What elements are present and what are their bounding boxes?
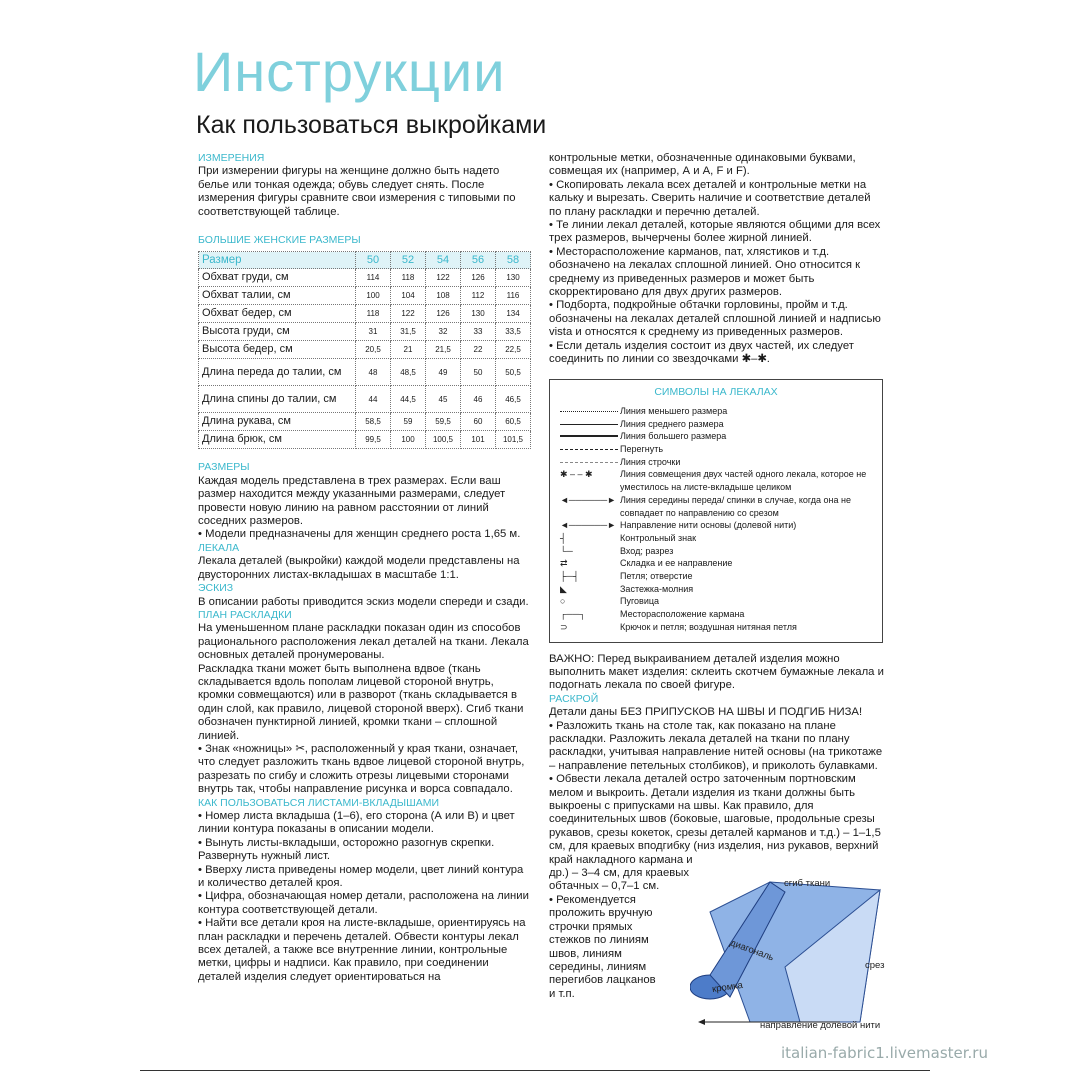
size-cell: 31: [356, 323, 391, 341]
layout-bullet: • Знак «ножницы» ✂, расположенный у края ткани, означает, что следует разложить ткань вдвое лицевой стороной внутрь, разрезать по сгибу и сложить отрезы лицевыми сторонами внутрь так, чтобы направление рисунка и ворса совпадало.: [198, 742, 525, 796]
symbol-label: Месторасположение кармана: [620, 609, 745, 620]
size-cell: 44: [356, 386, 391, 413]
size-cell: 49: [426, 359, 461, 386]
inserts-bullet: • Найти все детали кроя на листе-вкладыше, ориентируясь на план раскладки и перечень деталей. Обвести контуры лекал всех деталей, а также все внутренние линии, контрольные метки, цифры и надписи. Как правило, при соединении деталей изделия следует ориентироваться на: [198, 917, 526, 983]
size-table-row: [199, 269, 531, 287]
size-table-row: [199, 431, 531, 449]
symbol-glyph-text: ├─┤: [560, 571, 580, 582]
inserts-bullet: • Вверху листа приведены номер модели, цвет линий контура и количество деталей кроя.: [198, 863, 524, 890]
right-bullet: • Подборта, подкройные обтачки горловины, пройм и т.д. обозначены на лекалах деталей сплошной линией и надписью vista и относятся к среднему из приведенных размеров.: [549, 299, 881, 339]
symbol-glyph: [558, 583, 620, 596]
right-bullet: • Если деталь изделия состоит из двух частей, их следует соединить по линии со звездочками ✱–✱.: [549, 339, 854, 366]
symbol-row: [558, 519, 874, 532]
size-cell: 21: [391, 341, 426, 359]
symbol-glyph: [558, 519, 620, 532]
size-cell: 112: [461, 287, 496, 305]
size-cell: 31,5: [391, 323, 426, 341]
size-header-label: Размер: [199, 252, 356, 269]
size-cell: 100: [356, 287, 391, 305]
symbol-label: Линия совмещения двух частей одного лекала, которое не уместилось на листе-вкладыше целиком: [620, 469, 867, 493]
size-table-header: [199, 252, 531, 269]
size-cell: 48: [356, 359, 391, 386]
symbol-row: [558, 621, 874, 634]
size-header-cell: 52: [391, 252, 426, 269]
page-subtitle: Как пользоваться выкройками: [196, 111, 547, 139]
symbol-glyph: [558, 430, 620, 443]
size-cell: 118: [391, 269, 426, 287]
symbol-row: [558, 570, 874, 583]
table-heading: БОЛЬШИЕ ЖЕНСКИЕ РАЗМЕРЫ: [198, 234, 361, 247]
symbol-glyph-text: ○: [560, 596, 566, 607]
size-cell: 59: [391, 413, 426, 431]
narrow-bullet: • Рекомендуется проложить вручную строчки прямых стежков по линиям швов, линиям середины, линиям перегибов лацканов и т.п.: [549, 893, 656, 1000]
symbol-line: [560, 449, 618, 450]
symbols-box: [549, 379, 883, 643]
sizes-bullet: • Модели предназначены для женщин среднего роста 1,65 м.: [198, 528, 521, 541]
symbol-label: Контрольный знак: [620, 532, 697, 543]
sketch-heading: ЭСКИЗ: [198, 582, 234, 595]
size-cell: 46,5: [496, 386, 531, 413]
symbol-glyph-text: ⊃: [560, 621, 568, 632]
layout-text-2: Раскладка ткани может быть выполнена вдвое (ткань складывается вдоль пополам лицевой стороной внутрь, кромки совмещаются) или в разворот (ткань складывается в один слой, как правило, лицевой стороной вверх). Сгиб ткани обозначен пунктирной линией, кромки ткани – сплошной линией.: [198, 662, 524, 742]
cut-label: срез: [865, 960, 885, 971]
size-header-cell: 56: [461, 252, 496, 269]
grain-arrow-head: [698, 1019, 705, 1025]
size-header-cell: 58: [496, 252, 531, 269]
symbol-glyph: [558, 545, 620, 558]
symbol-glyph-text: ◄──────►: [560, 494, 617, 505]
symbol-label: Линия среднего размера: [620, 418, 724, 429]
lekala-text: Лекала деталей (выкройки) каждой модели представлены на двусторонних листах-вкладышах в масштабе 1:1.: [198, 555, 520, 581]
symbol-glyph-text: ◄──────►: [560, 520, 617, 531]
symbol-glyph: [558, 405, 620, 418]
cont-text: контрольные метки, обозначенные одинаковыми буквами, совмещая их (например, А и А, F и F).: [549, 152, 856, 178]
symbol-glyph-text: ◣: [560, 583, 567, 594]
symbol-glyph: [558, 418, 620, 431]
symbol-row: [558, 595, 874, 608]
size-row-label: Обхват груди, см: [199, 269, 356, 287]
symbol-label: Петля; отверстие: [620, 571, 693, 582]
symbol-label: Вход; разрез: [620, 545, 674, 556]
inserts-bullet: • Вынуть листы-вкладыши, осторожно разогнув скрепки. Развернуть нужный лист.: [198, 836, 495, 863]
symbol-label: Направление нити основы (долевой нити): [620, 520, 797, 531]
size-cell: 114: [356, 269, 391, 287]
symbol-glyph: [558, 621, 620, 634]
symbol-row: [558, 418, 874, 431]
symbol-line: [560, 411, 618, 412]
sketch-text: В описании работы приводится эскиз модели спереди и сзади.: [198, 595, 529, 608]
left-column: [198, 152, 531, 984]
symbol-row: [558, 557, 874, 570]
size-table-row: [199, 323, 531, 341]
symbol-glyph-text: ┌──┐: [560, 609, 586, 620]
symbol-glyph: [558, 468, 620, 481]
symbol-row: [558, 430, 874, 443]
symbol-glyph-text: ┤: [560, 532, 567, 543]
size-cell: 116: [496, 287, 531, 305]
size-cell: 100,5: [426, 431, 461, 449]
symbol-glyph: [558, 570, 620, 583]
size-cell: 104: [391, 287, 426, 305]
size-table-row: [199, 287, 531, 305]
size-header-cell: 54: [426, 252, 461, 269]
edge-label: кромка: [711, 979, 744, 996]
size-cell: 122: [426, 269, 461, 287]
cut-text: Детали даны БЕЗ ПРИПУСКОВ НА ШВЫ И ПОДГИБ НИЗА!: [549, 706, 863, 719]
symbol-glyph: [558, 443, 620, 456]
size-cell: 33: [461, 323, 496, 341]
size-row-label: Обхват талии, см: [199, 287, 356, 305]
size-cell: 48,5: [391, 359, 426, 386]
size-cell: 118: [356, 305, 391, 323]
measure-heading: ИЗМЕРЕНИЯ: [198, 152, 265, 164]
size-cell: 99,5: [356, 431, 391, 449]
symbol-row: [558, 443, 874, 456]
size-cell: 22: [461, 341, 496, 359]
inserts-bullet: • Номер листа вкладыша (1–6), его сторона (А или В) и цвет линии контура показаны в описании модели.: [198, 810, 515, 836]
diagonal-label: диагональ: [728, 937, 776, 964]
size-cell: 32: [426, 323, 461, 341]
layout-heading: ПЛАН РАСКЛАДКИ: [198, 608, 292, 621]
symbol-label: Линия меньшего размера: [620, 405, 728, 416]
size-cell: 130: [461, 305, 496, 323]
grain-label: направление долевой нити: [760, 1020, 881, 1031]
size-table-row: [199, 305, 531, 323]
size-cell: 126: [426, 305, 461, 323]
symbol-line: [560, 462, 618, 463]
size-row-label: Длина брюк, см: [199, 431, 356, 449]
size-row-label: Длина переда до талии, см: [199, 359, 356, 386]
size-cell: 101,5: [496, 431, 531, 449]
size-table-row: [199, 413, 531, 431]
symbol-glyph: [558, 595, 620, 608]
size-cell: 20,5: [356, 341, 391, 359]
inserts-heading: КАК ПОЛЬЗОВАТЬСЯ ЛИСТАМИ-ВКЛАДЫШАМИ: [198, 796, 440, 809]
layout-text-1: На уменьшенном плане раскладки показан один из способов рационального расположения лекал деталей на ткани. Лекала основных деталей пронумерованы.: [198, 622, 529, 662]
cut-bullet: • Обвести лекала деталей остро заточенным портновским мелом и выкроить. Детали изделия из ткани должны быть выкроены с припусками на швы. Как правило, для соединительных швов (боковые, шаговые, продольные срезы рукавов, срезы кокеток, срезы деталей карманов и т.д.) – 1–1,5 см, для краевых вподгибку (низ изделия, низ рукавов, верхний: [549, 773, 881, 853]
symbol-line: [560, 435, 618, 437]
symbol-row: [558, 532, 874, 545]
size-row-label: Длина спины до талии, см: [199, 386, 356, 413]
watermark: italian-fabric1.livemaster.ru: [781, 1044, 988, 1062]
symbol-row: [558, 494, 874, 519]
symbols-heading: СИМВОЛЫ НА ЛЕКАЛАХ: [654, 385, 778, 398]
size-table-row: [199, 359, 531, 386]
right-bullet: • Те линии лекал деталей, которые являются общими для всех трех размеров, вычерчены более жирной линией.: [549, 219, 881, 245]
size-table: [198, 251, 531, 449]
symbol-glyph-text: ✱ – – ✱: [560, 469, 593, 480]
symbol-row: [558, 456, 874, 469]
size-cell: 21,5: [426, 341, 461, 359]
symbol-glyph-text: ⇄: [560, 558, 568, 569]
cut-heading: РАСКРОЙ: [549, 692, 599, 705]
size-cell: 50,5: [496, 359, 531, 386]
size-cell: 134: [496, 305, 531, 323]
symbol-label: Складка и ее направление: [620, 558, 733, 569]
size-header-cell: 50: [356, 252, 391, 269]
size-cell: 126: [461, 269, 496, 287]
symbol-label: Крючок и петля; воздушная нитяная петля: [620, 621, 797, 632]
symbol-glyph: [558, 557, 620, 570]
size-cell: 50: [461, 359, 496, 386]
symbol-label: Пуговица: [620, 596, 660, 607]
size-cell: 100: [391, 431, 426, 449]
size-cell: 60,5: [496, 413, 531, 431]
symbol-glyph: [558, 494, 620, 507]
symbol-label: Застежка-молния: [620, 583, 694, 594]
symbol-glyph: [558, 608, 620, 621]
size-cell: 45: [426, 386, 461, 413]
symbol-label: Перегнуть: [620, 444, 664, 455]
symbol-row: [558, 583, 874, 596]
symbols-list: [558, 405, 874, 634]
sizes-heading: РАЗМЕРЫ: [198, 461, 250, 474]
symbol-label: Линия большего размера: [620, 431, 727, 442]
fabric-illustration: [690, 872, 890, 1032]
size-cell: 108: [426, 287, 461, 305]
right-bullet: • Скопировать лекала всех деталей и контрольные метки на кальку и вырезать. Сверить наличие и соответствие деталей по плану раскладки и перечню деталей.: [549, 178, 871, 218]
size-cell: 46: [461, 386, 496, 413]
size-cell: 59,5: [426, 413, 461, 431]
size-cell: 60: [461, 413, 496, 431]
sizes-text: Каждая модель представлена в трех размерах. Если ваш размер находится между указанными размерами, следует провести новую линию на равном расстоянии от линий соседних размеров.: [198, 474, 506, 528]
measure-text: При измерении фигуры на женщине должно быть надето белье или тонкая одежда; обувь следует снять. После измерения фигуры сравните свои измерения с типовыми по соответствующей таблице.: [198, 165, 516, 218]
narrow-text: край накладного кармана и др.) – 3–4 см, для краевых обтачных – 0,7–1 см.: [549, 853, 693, 893]
symbol-glyph-text: └─: [560, 545, 573, 556]
symbol-glyph: [558, 532, 620, 545]
size-cell: 44,5: [391, 386, 426, 413]
size-table-row: [199, 386, 531, 413]
fold-label: сгиб ткани: [784, 878, 831, 889]
symbol-glyph: [558, 456, 620, 469]
size-cell: 122: [391, 305, 426, 323]
symbol-row: [558, 468, 874, 493]
symbol-row: [558, 405, 874, 418]
symbol-row: [558, 608, 874, 621]
page-title: Инструкции: [193, 40, 506, 103]
size-cell: 22,5: [496, 341, 531, 359]
size-cell: 101: [461, 431, 496, 449]
size-table-row: [199, 341, 531, 359]
size-cell: 58,5: [356, 413, 391, 431]
symbol-label: Линия середины переда/ спинки в случае, когда она не совпадает по направлению со срезом: [620, 494, 851, 518]
size-row-label: Длина рукава, см: [199, 413, 356, 431]
symbol-label: Линия строчки: [620, 456, 681, 467]
size-row-label: Высота груди, см: [199, 323, 356, 341]
lekala-heading: ЛЕКАЛА: [198, 541, 240, 554]
symbol-line: [560, 424, 618, 425]
symbol-row: [558, 545, 874, 558]
size-cell: 130: [496, 269, 531, 287]
size-row-label: Обхват бедер, см: [199, 305, 356, 323]
size-cell: 33,5: [496, 323, 531, 341]
right-bullet: • Месторасположение карманов, пат, хлястиков и т.д. обозначено на лекалах сплошной линией. Оно относится к среднему из приведенных размеров и может быть скорректировано для двух других размеров.: [549, 245, 861, 299]
size-row-label: Высота бедер, см: [199, 341, 356, 359]
cut-bullet: • Разложить ткань на столе так, как показано на плане раскладки. Разложить лекала деталей на ткани по плану раскладки, учитывая направление нитей основы (на трикотаже – направление петельных столбиков), и приколоть булавками.: [549, 719, 883, 772]
inserts-bullet: • Цифра, обозначающая номер детали, расположена на линии контура соответствующей детали.: [198, 890, 529, 916]
important-text: ВАЖНО: Перед выкраиванием деталей изделия можно выполнить макет изделия: склеить скотчем бумажные лекала и подогнать лекала по своей фигуре.: [549, 652, 884, 692]
